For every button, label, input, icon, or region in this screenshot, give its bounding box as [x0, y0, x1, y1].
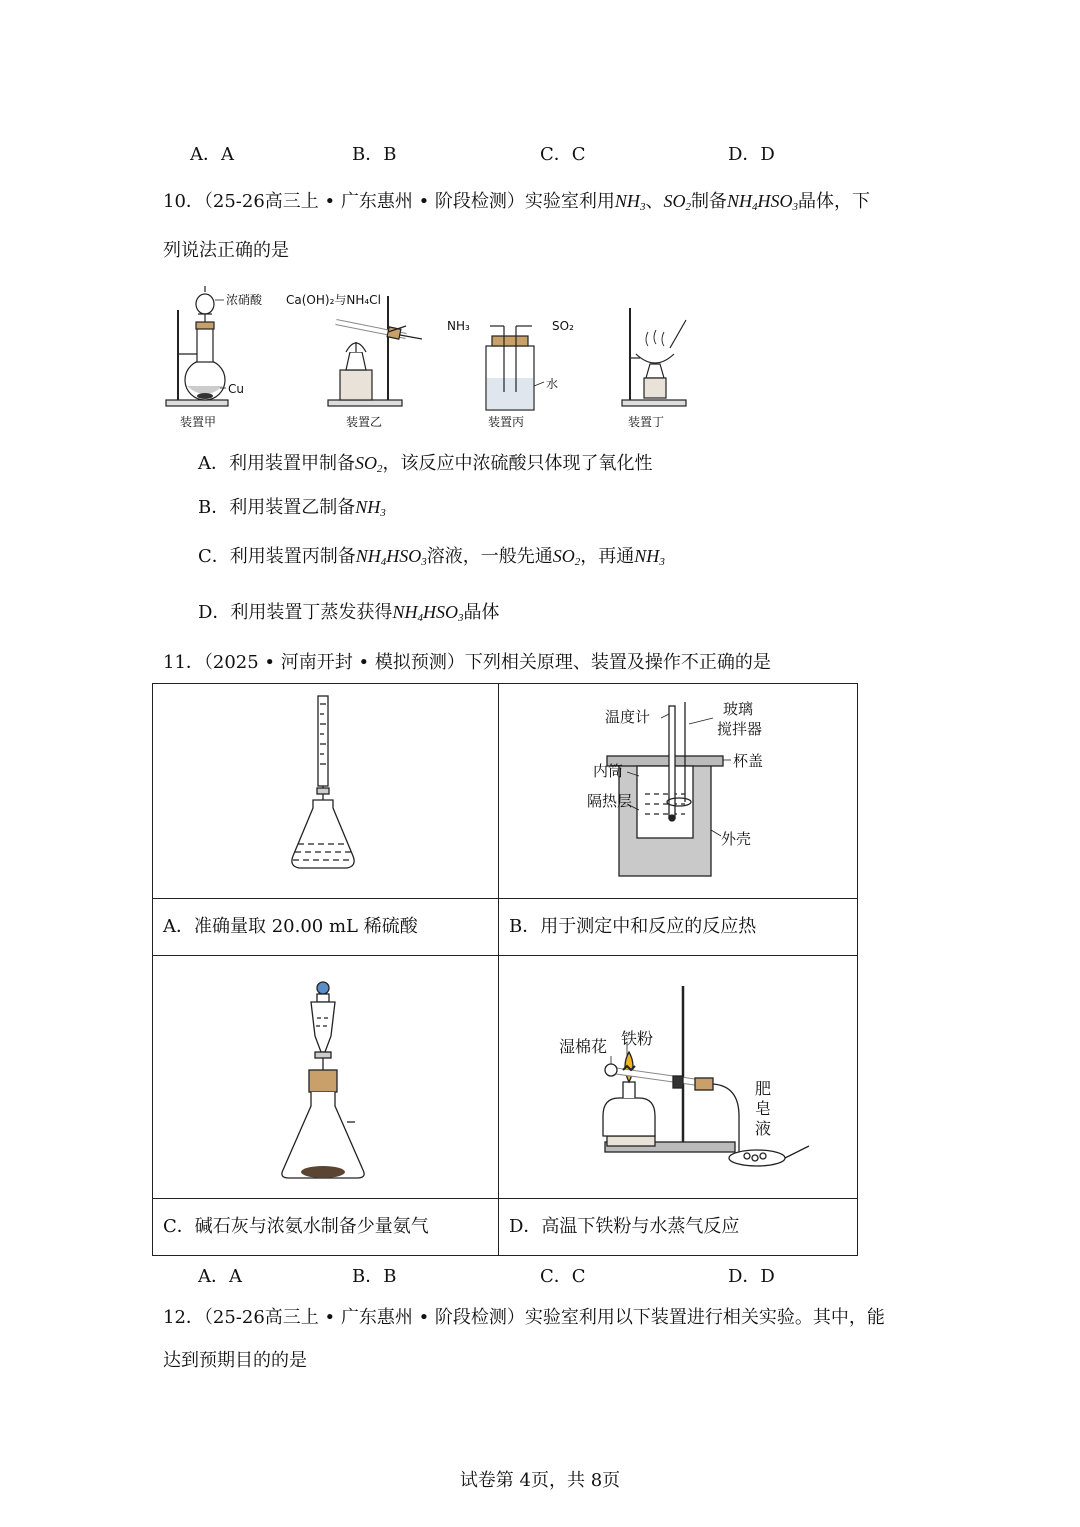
label-cotton: 湿棉花	[559, 1037, 608, 1056]
q12-stem-line2: 达到预期目的的是	[163, 1350, 307, 1371]
q11-option-b: B．B	[352, 1266, 397, 1287]
label-stirrer-2: 搅拌器	[717, 720, 763, 738]
label-inner: 内筒	[593, 762, 624, 780]
label-bing-water: 水	[546, 377, 559, 391]
q10-option-d: D．利用装置丁蒸发获得$NH_4HSO_3$晶体	[198, 602, 500, 624]
label-bing-nh3: NH₃	[447, 319, 470, 333]
q11-cell-d-figure	[499, 956, 858, 1199]
q9-option-d: D．D	[728, 144, 775, 165]
label-soap-2: 皂	[755, 1099, 772, 1118]
label-insulation: 隔热层	[587, 792, 633, 810]
q10-apparatus-figure	[160, 282, 700, 434]
label-soap-3: 液	[755, 1119, 772, 1138]
label-thermometer: 温度计	[605, 708, 651, 726]
q10-option-b: B．利用装置乙制备$NH_3$	[198, 497, 386, 519]
q9-option-b: B．B	[352, 144, 397, 165]
q10-option-c: C．利用装置丙制备$NH_4HSO_3$溶液，一般先通$SO_2$，再通$NH_3$	[198, 546, 665, 568]
label-jia-cu: Cu	[228, 382, 244, 396]
caption-ding: 装置丁	[628, 415, 665, 429]
label-shell: 外壳	[721, 830, 752, 848]
apparatus-bing	[486, 326, 544, 410]
q11-cell-b-figure	[499, 684, 858, 899]
page-footer: 试卷第 4页，共 8页	[459, 1470, 621, 1491]
label-lid: 杯盖	[733, 752, 764, 770]
q11-cell-a-label: A．准确量取 20.00 mL 稀硫酸	[153, 899, 499, 956]
q10-option-a: A．利用装置甲制备$SO_2$，该反应中浓硫酸只体现了氧化性	[198, 453, 653, 475]
q11-cell-c-label: C．碱石灰与浓氨水制备少量氨气	[153, 1199, 499, 1256]
label-soap-1: 肥	[755, 1079, 772, 1098]
q11-table	[152, 683, 858, 1256]
q11-cell-c-figure	[153, 956, 499, 1199]
q11-cell-b-label: B．用于测定中和反应的反应热	[499, 899, 858, 956]
apparatus-yi	[328, 296, 422, 406]
q9-option-a: A．A	[190, 144, 234, 165]
caption-yi: 装置乙	[346, 415, 383, 429]
q11-option-d: D．D	[728, 1266, 775, 1287]
q11-option-a: A．A	[198, 1266, 242, 1287]
q10-apparatus-svg	[160, 282, 700, 434]
calorimeter-svg	[499, 684, 857, 894]
label-iron: 铁粉	[621, 1029, 654, 1048]
q11-option-c: C．C	[540, 1266, 586, 1287]
label-yi-reagent: Ca(OH)₂与NH₄Cl	[286, 293, 381, 307]
q9-option-c: C．C	[540, 144, 586, 165]
q10-stem-line2: 列说法正确的是	[163, 240, 289, 261]
q11-stem: 11．（2025 • 河南开封 • 模拟预测）下列相关原理、装置及操作不正确的是	[163, 652, 771, 673]
iron-steam-svg	[499, 956, 857, 1194]
apparatus-ding	[622, 308, 686, 406]
q12-stem-line1: 12．（25-26高三上 • 广东惠州 • 阶段检测）实验室利用以下装置进行相关实验。其中，能	[163, 1307, 885, 1328]
caption-jia: 装置甲	[180, 415, 217, 429]
apparatus-jia	[166, 286, 228, 406]
burette-flask-svg	[153, 684, 498, 894]
label-jia-acid: 浓硝酸	[226, 293, 263, 307]
separatory-flask-svg	[153, 956, 498, 1194]
q11-cell-d-label: D．高温下铁粉与水蒸气反应	[499, 1199, 858, 1256]
q10-stem-line1: 10．（25-26高三上 • 广东惠州 • 阶段检测）实验室利用$NH_3$、$SO_2$制备$NH_4HSO_3$晶体，下	[163, 191, 870, 213]
caption-bing: 装置丙	[488, 415, 525, 429]
label-bing-so2: SO₂	[552, 319, 574, 333]
label-stirrer-1: 玻璃	[723, 700, 754, 718]
q11-cell-a-figure	[153, 684, 499, 899]
